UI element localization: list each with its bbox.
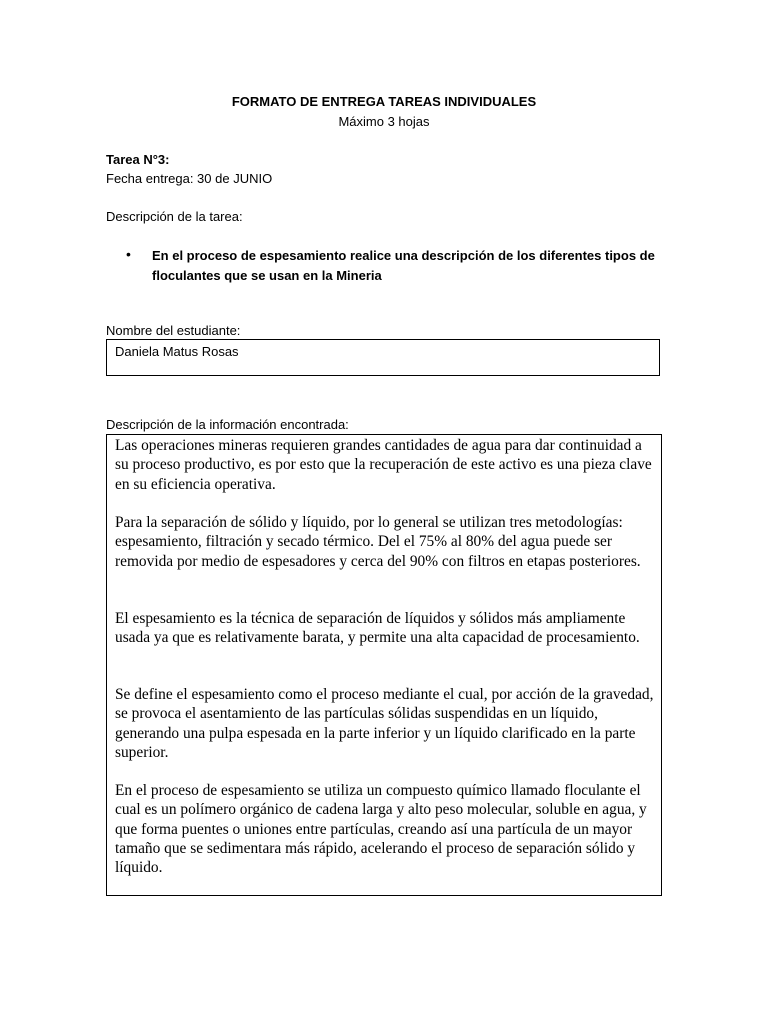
info-paragraph: Se define el espesamiento como el proceso mediante el cual, por acción de la gravedad, se provoca el asentamiento de las partículas sólidas suspendidas en un líquido, generando una pulpa espesada en la parte inferior y un líquido clarificado en la parte superior.: [115, 686, 654, 761]
info-paragraph: El espesamiento es la técnica de separación de líquidos y sólidos más ampliamente usada ya que es relativamente barata, y permite una alta capacidad de procesamiento.: [115, 610, 640, 647]
info-label: Descripción de la información encontrada:: [106, 417, 349, 432]
document-subtitle: Máximo 3 hojas: [338, 114, 430, 129]
task-number: Tarea N°3:: [106, 152, 170, 167]
info-paragraph: En el proceso de espesamiento se utiliza un compuesto químico llamado floculante el cual es un polímero orgánico de cadena larga y alto peso molecular, soluble en agua, y que forma puentes o uniones entre partículas, creando así una partícula de un mayor tamaño que se sedimentara más rápido, acelerando el proceso de separación sólido y líquido.: [115, 782, 647, 877]
student-name-label: Nombre del estudiante:: [106, 323, 241, 338]
task-description-label: Descripción de la tarea:: [106, 209, 243, 224]
student-name-box: [106, 339, 660, 376]
info-box: [106, 434, 662, 896]
info-paragraph: Para la separación de sólido y líquido, por lo general se utilizan tres metodologías: espesamiento, filtración y secado térmico. Del el 75% al 80% del agua puede ser removida por medio de espesadores y cerca del 90% con filtros en etapas posteriores.: [115, 514, 641, 570]
task-bullet-text: En el proceso de espesamiento realice una descripción de los diferentes tipos de floculantes que se usan en la Mineria: [152, 248, 655, 283]
info-paragraph: Las operaciones mineras requieren grandes cantidades de agua para dar continuidad a su proceso productivo, es por esto que la recuperación de este activo es una pieza clave en su eficiencia operativa.: [115, 437, 652, 493]
student-name: Daniela Matus Rosas: [115, 344, 239, 359]
due-date: Fecha entrega: 30 de JUNIO: [106, 171, 273, 186]
document-title: FORMATO DE ENTREGA TAREAS INDIVIDUALES: [231, 94, 537, 109]
bullet-icon: •: [126, 246, 131, 262]
